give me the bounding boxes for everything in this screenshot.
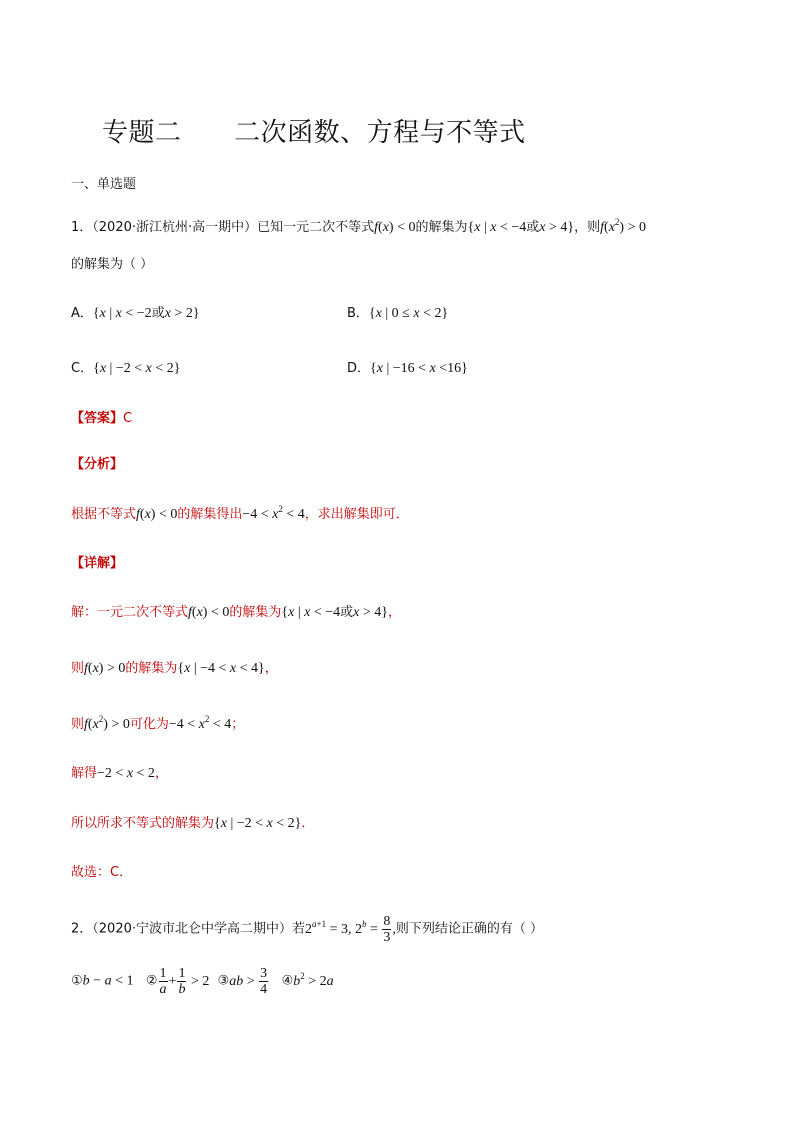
- q1-c2: ，则: [574, 220, 601, 235]
- q1-ineq-rest: (x) < 0: [378, 220, 416, 235]
- q2-fraction: $\frac{8}{3}$: [383, 914, 391, 945]
- detail-l2-set: {x | −4 < x < 4}: [177, 661, 265, 676]
- detail-l3c: ；: [231, 717, 245, 732]
- detail-line-2: [71, 660, 278, 678]
- option-a-math: {x | x < −2或x > 2}: [92, 306, 200, 321]
- analysis-tag: 【分析】: [71, 457, 124, 472]
- q2-opt-4: $④b^2 > 2a$: [281, 970, 334, 989]
- q2-opt-1: ①b − a < 1: [71, 973, 134, 989]
- q2-prefix: 2．（2020·宁波市北仑中学高二期中）若: [71, 921, 305, 937]
- analysis-label: [71, 456, 123, 474]
- option-a[interactable]: [71, 305, 200, 323]
- detail-l4-range: −2 < x < 2: [97, 766, 155, 781]
- detail-l4c: ，: [154, 766, 168, 781]
- question-1-line-2: 的解集为（ ）: [71, 257, 154, 272]
- detail-l1b: 的解集为: [229, 605, 282, 620]
- analysis-t3: ，求出解集即可．: [304, 507, 409, 522]
- detail-l3b: 可化为: [129, 717, 169, 732]
- detail-l2a: 则: [71, 661, 85, 676]
- q2-suffix: 则下列结论正确的有（ ）: [395, 921, 544, 937]
- answer-line: [71, 410, 132, 428]
- option-a-label: A．: [71, 306, 93, 321]
- detail-l3a: 则: [71, 717, 85, 732]
- detail-l1c: ，: [388, 605, 402, 620]
- question-2-options: [71, 966, 334, 997]
- question-2-line-1: [71, 914, 543, 945]
- detail-l3-range: $-4 < x^2 < 4$: [168, 714, 232, 732]
- q1-prefix: 1．（2020·浙江杭州·高一期中）已知一元二次不等式: [71, 220, 375, 235]
- option-d-math: {x | −16 < x <16}: [370, 361, 468, 376]
- option-b-math: {x | 0 ≤ x < 2}: [368, 306, 449, 321]
- detail-l2-ineq: f(x) > 0: [84, 661, 126, 676]
- detail-l5-set: {x | −2 < x < 2}: [214, 816, 302, 831]
- q1-fx2: $f(x^2) > 0$: [600, 217, 646, 235]
- option-c-label: C．: [71, 361, 94, 376]
- detail-l5c: ．: [301, 816, 315, 831]
- analysis-t2: 的解集得出: [177, 507, 243, 522]
- detail-line-6: 故选：C．: [71, 865, 133, 880]
- q1-ineq: f: [374, 220, 379, 235]
- detail-line-3: [71, 716, 244, 734]
- answer-label: 【答案】: [71, 411, 124, 426]
- detail-l5a: 所以所求不等式的解集为: [71, 816, 215, 831]
- option-d[interactable]: [347, 360, 468, 378]
- question-1-line-1: [71, 219, 646, 237]
- option-b-label: B．: [347, 306, 369, 321]
- answer-value: C: [123, 411, 133, 426]
- section-heading: 一、单选题: [71, 177, 137, 192]
- q1-c1: 的解集为: [415, 220, 468, 235]
- q1-set: {x | x < −4或x > 4}: [467, 220, 575, 235]
- analysis-t1: 根据不等式: [71, 507, 137, 522]
- analysis-ineq: f(x) < 0: [136, 507, 178, 522]
- q2-opt-3: ③ab > $\frac{3}{4}$: [217, 966, 268, 997]
- detail-line-5: [71, 815, 314, 833]
- detail-l4a: 解得: [71, 766, 98, 781]
- analysis-text: [71, 506, 409, 524]
- option-b[interactable]: [347, 305, 448, 323]
- detail-l1a: 解：一元二次不等式: [71, 605, 189, 620]
- detail-l2b: 的解集为: [125, 661, 178, 676]
- option-c[interactable]: [71, 360, 180, 378]
- q2-condition: $2^{a+1} = 3$, $2^b$ = $\frac{8}{3}$ ,: [305, 914, 396, 945]
- detail-line-4: [71, 765, 168, 783]
- detail-l1-set: {x | x < −4或x > 4}: [281, 605, 389, 620]
- detail-l3-ineq: $f(x^2) > 0$: [84, 714, 130, 732]
- option-c-math: {x | −2 < x < 2}: [93, 361, 181, 376]
- detail-line-1: [71, 604, 401, 622]
- detail-tag: 【详解】: [71, 556, 124, 571]
- detail-l2c: ，: [264, 661, 278, 676]
- q2-opt-2: ② $\frac{1}{a}$ + $\frac{1}{b}$ > 2: [145, 966, 210, 997]
- analysis-range: $-4 < x^2 < 4$: [242, 504, 305, 522]
- page-title: 专题二 二次函数、方程与不等式: [102, 118, 526, 148]
- option-d-label: D．: [347, 361, 371, 376]
- detail-label: [71, 555, 123, 573]
- detail-l1-ineq: f(x) < 0: [188, 605, 230, 620]
